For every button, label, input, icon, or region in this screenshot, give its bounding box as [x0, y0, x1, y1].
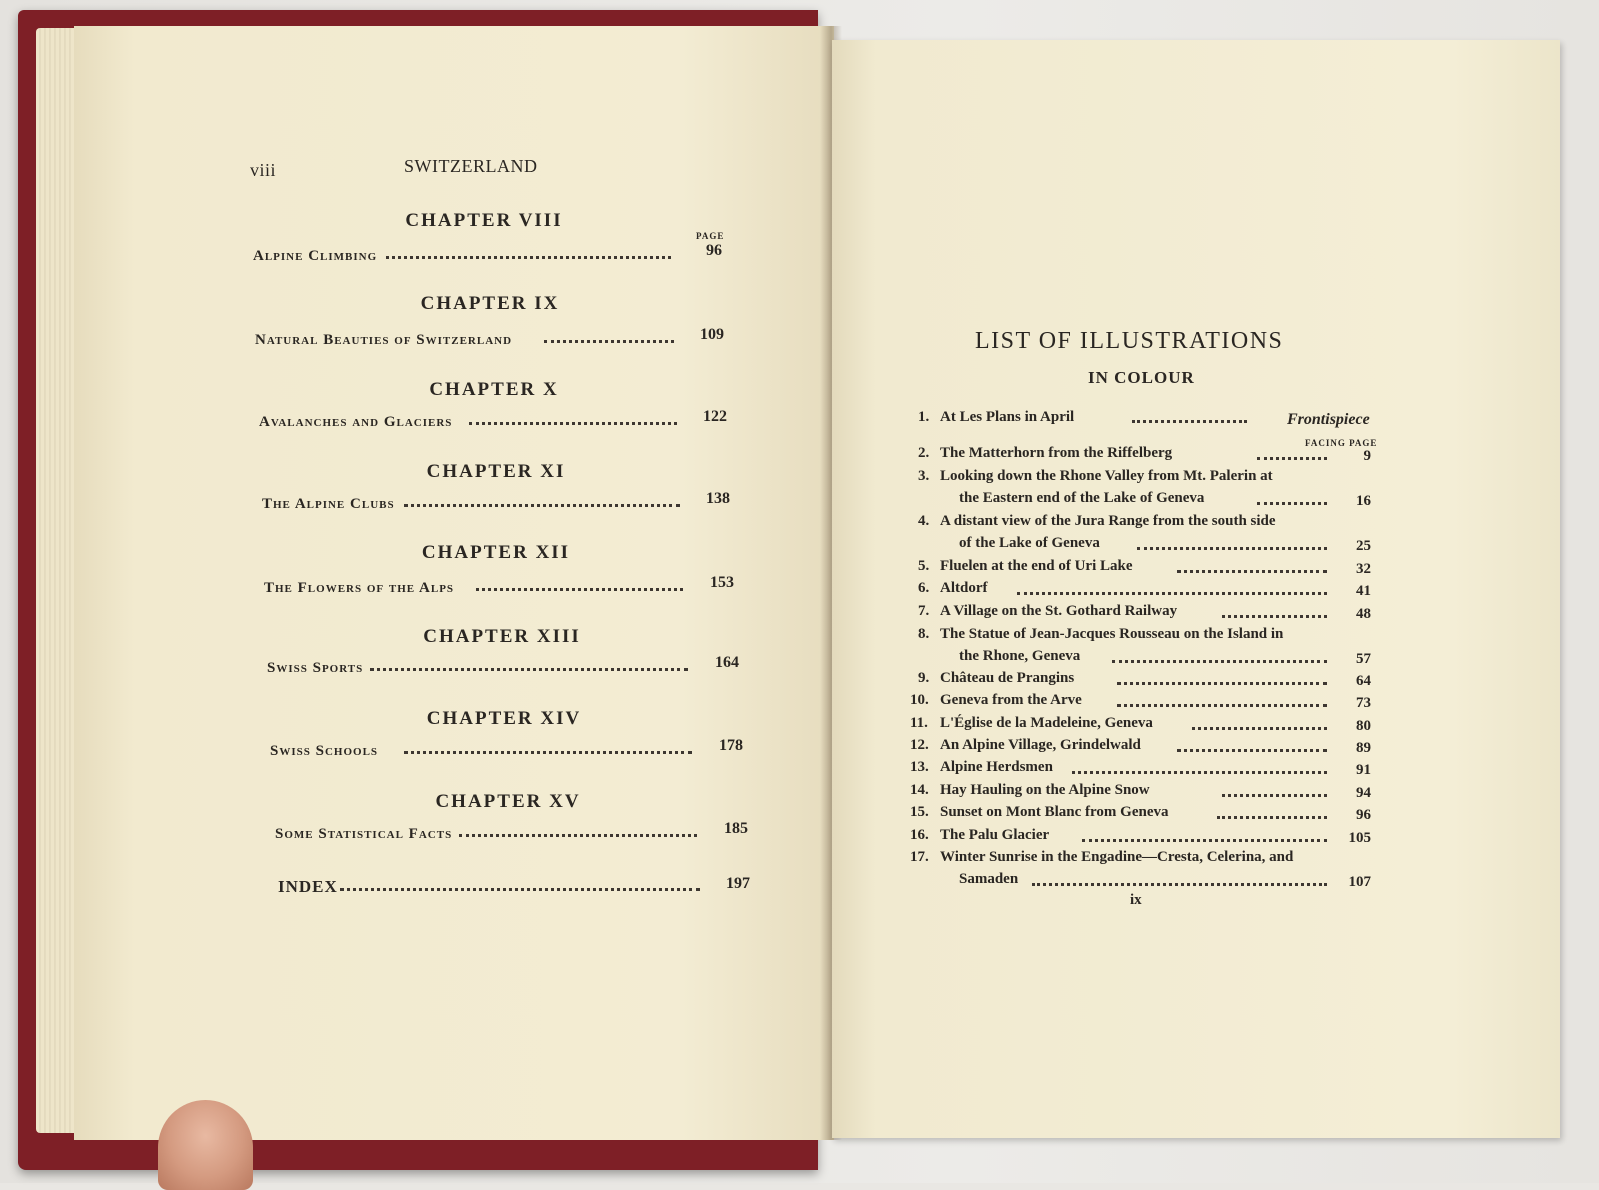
item-text: A Village on the St. Gothard Railway [940, 603, 1178, 619]
leader-dots [386, 256, 671, 259]
item-text: At Les Plans in April [940, 409, 1075, 425]
chapter-heading: CHAPTER X [429, 379, 559, 400]
item-page: 94 [1356, 785, 1371, 801]
item-number: 7. [918, 603, 930, 619]
item-text: Hay Hauling on the Alpine Snow [940, 782, 1150, 798]
item-number: 2. [918, 445, 930, 461]
leader-dots [1257, 502, 1327, 505]
item-text: Looking down the Rhone Valley from Mt. Palerin at [940, 468, 1273, 484]
item-text: The Statue of Jean-Jacques Rousseau on the Island in [940, 626, 1284, 642]
frontispiece-label: Frontispiece [1287, 411, 1370, 428]
chapter-page: 185 [724, 820, 748, 837]
item-text-cont: Samaden [959, 871, 1019, 887]
right-page [832, 40, 1560, 1138]
leader-dots [1112, 660, 1327, 663]
left-folio: viii [250, 160, 277, 180]
item-number: 9. [918, 670, 930, 686]
chapter-heading: CHAPTER XIV [426, 708, 582, 729]
leader-dots [1222, 794, 1327, 797]
item-text: The Matterhorn from the Riffelberg [940, 445, 1173, 461]
list-title: LIST OF ILLUSTRATIONS [975, 328, 1284, 354]
list-subtitle: IN COLOUR [1088, 368, 1195, 387]
item-text-cont: the Rhone, Geneva [959, 648, 1081, 664]
item-page: 105 [1348, 830, 1371, 846]
item-page: 25 [1356, 538, 1371, 554]
chapter-heading: CHAPTER XII [421, 542, 571, 563]
item-number: 8. [918, 626, 930, 642]
chapter-page: 109 [700, 326, 724, 343]
leader-dots [1217, 816, 1327, 819]
leader-dots [1137, 547, 1327, 550]
running-head: SWITZERLAND [404, 156, 538, 176]
page-label: PAGE [696, 231, 725, 241]
item-text: L'Église de la Madeleine, Geneva [940, 715, 1153, 731]
item-number: 16. [910, 827, 929, 843]
chapter-title: Alpine Climbing [253, 248, 378, 264]
leader-dots [476, 588, 683, 591]
item-page: 41 [1356, 583, 1371, 599]
leader-dots [1177, 749, 1327, 752]
leader-dots [404, 504, 680, 507]
chapter-page: 178 [719, 737, 743, 754]
item-text: Winter Sunrise in the Engadine—Cresta, Celerina, and [940, 849, 1294, 865]
index-page: 197 [726, 875, 750, 892]
leader-dots [404, 751, 692, 754]
item-page: 48 [1356, 606, 1371, 622]
leader-dots [1257, 457, 1327, 460]
item-number: 6. [918, 580, 930, 596]
item-number: 1. [918, 409, 930, 425]
item-text: An Alpine Village, Grindelwald [940, 737, 1141, 753]
chapter-heading: CHAPTER XIII [423, 626, 581, 647]
chapter-title: The Alpine Clubs [262, 496, 395, 512]
left-page [74, 26, 834, 1140]
leader-dots [459, 834, 697, 837]
chapter-title: Swiss Schools [270, 743, 379, 759]
item-text: Altdorf [940, 580, 988, 596]
leader-dots [1192, 727, 1327, 730]
item-number: 17. [910, 849, 929, 865]
chapter-title: Some Statistical Facts [275, 826, 453, 842]
leader-dots [1032, 883, 1327, 886]
chapter-page: 138 [706, 490, 730, 507]
chapter-heading: CHAPTER XI [426, 461, 566, 482]
item-page: 57 [1356, 651, 1371, 667]
item-text: Sunset on Mont Blanc from Geneva [940, 804, 1169, 820]
chapter-title: The Flowers of the Alps [264, 580, 455, 596]
item-page: 64 [1356, 673, 1371, 689]
item-text: Alpine Herdsmen [940, 759, 1053, 775]
leader-dots [1017, 592, 1327, 595]
chapter-heading: CHAPTER XV [435, 791, 581, 812]
item-text: Geneva from the Arve [940, 692, 1082, 708]
leader-dots [370, 668, 688, 671]
item-text: Château de Prangins [940, 670, 1075, 686]
chapter-page: 153 [710, 574, 734, 591]
item-page: 16 [1356, 493, 1371, 509]
thumb [158, 1100, 253, 1190]
item-text: Fluelen at the end of Uri Lake [940, 558, 1133, 574]
item-text-cont: of the Lake of Geneva [959, 535, 1100, 551]
facing-page-label: FACING PAGE [1305, 438, 1378, 448]
item-number: 10. [910, 692, 929, 708]
item-text-cont: the Eastern end of the Lake of Geneva [959, 490, 1205, 506]
leader-dots [1117, 704, 1327, 707]
chapter-title: Avalanches and Glaciers [259, 414, 453, 430]
right-folio: ix [1130, 892, 1142, 908]
chapter-page: 164 [715, 654, 739, 671]
item-page: 80 [1356, 718, 1371, 734]
item-page: 107 [1348, 874, 1371, 890]
item-page: 9 [1363, 448, 1371, 464]
leader-dots [1222, 615, 1327, 618]
chapter-title: Swiss Sports [267, 660, 364, 676]
index-title: INDEX [278, 877, 338, 896]
leader-dots [340, 888, 700, 891]
leader-dots [1117, 682, 1327, 685]
item-number: 15. [910, 804, 929, 820]
item-page: 73 [1356, 695, 1371, 711]
item-text: A distant view of the Jura Range from the south side [940, 513, 1276, 529]
leader-dots [469, 422, 677, 425]
item-page: 91 [1356, 762, 1371, 778]
leader-dots [1082, 839, 1327, 842]
chapter-heading: CHAPTER IX [420, 293, 560, 314]
chapter-heading: CHAPTER VIII [405, 210, 563, 231]
item-number: 4. [918, 513, 930, 529]
chapter-page: 122 [703, 408, 727, 425]
item-number: 11. [910, 715, 928, 731]
chapter-page: 96 [706, 242, 722, 259]
leader-dots [1072, 771, 1327, 774]
item-number: 13. [910, 759, 929, 775]
item-page: 96 [1356, 807, 1371, 823]
item-page: 32 [1356, 561, 1371, 577]
leader-dots [544, 340, 674, 343]
chapter-title: Natural Beauties of Switzerland [255, 332, 513, 348]
item-text: The Palu Glacier [940, 827, 1050, 843]
leader-dots [1177, 570, 1327, 573]
item-number: 3. [918, 468, 930, 484]
leader-dots [1132, 420, 1247, 423]
item-number: 5. [918, 558, 930, 574]
item-number: 14. [910, 782, 929, 798]
item-number: 12. [910, 737, 929, 753]
item-page: 89 [1356, 740, 1371, 756]
